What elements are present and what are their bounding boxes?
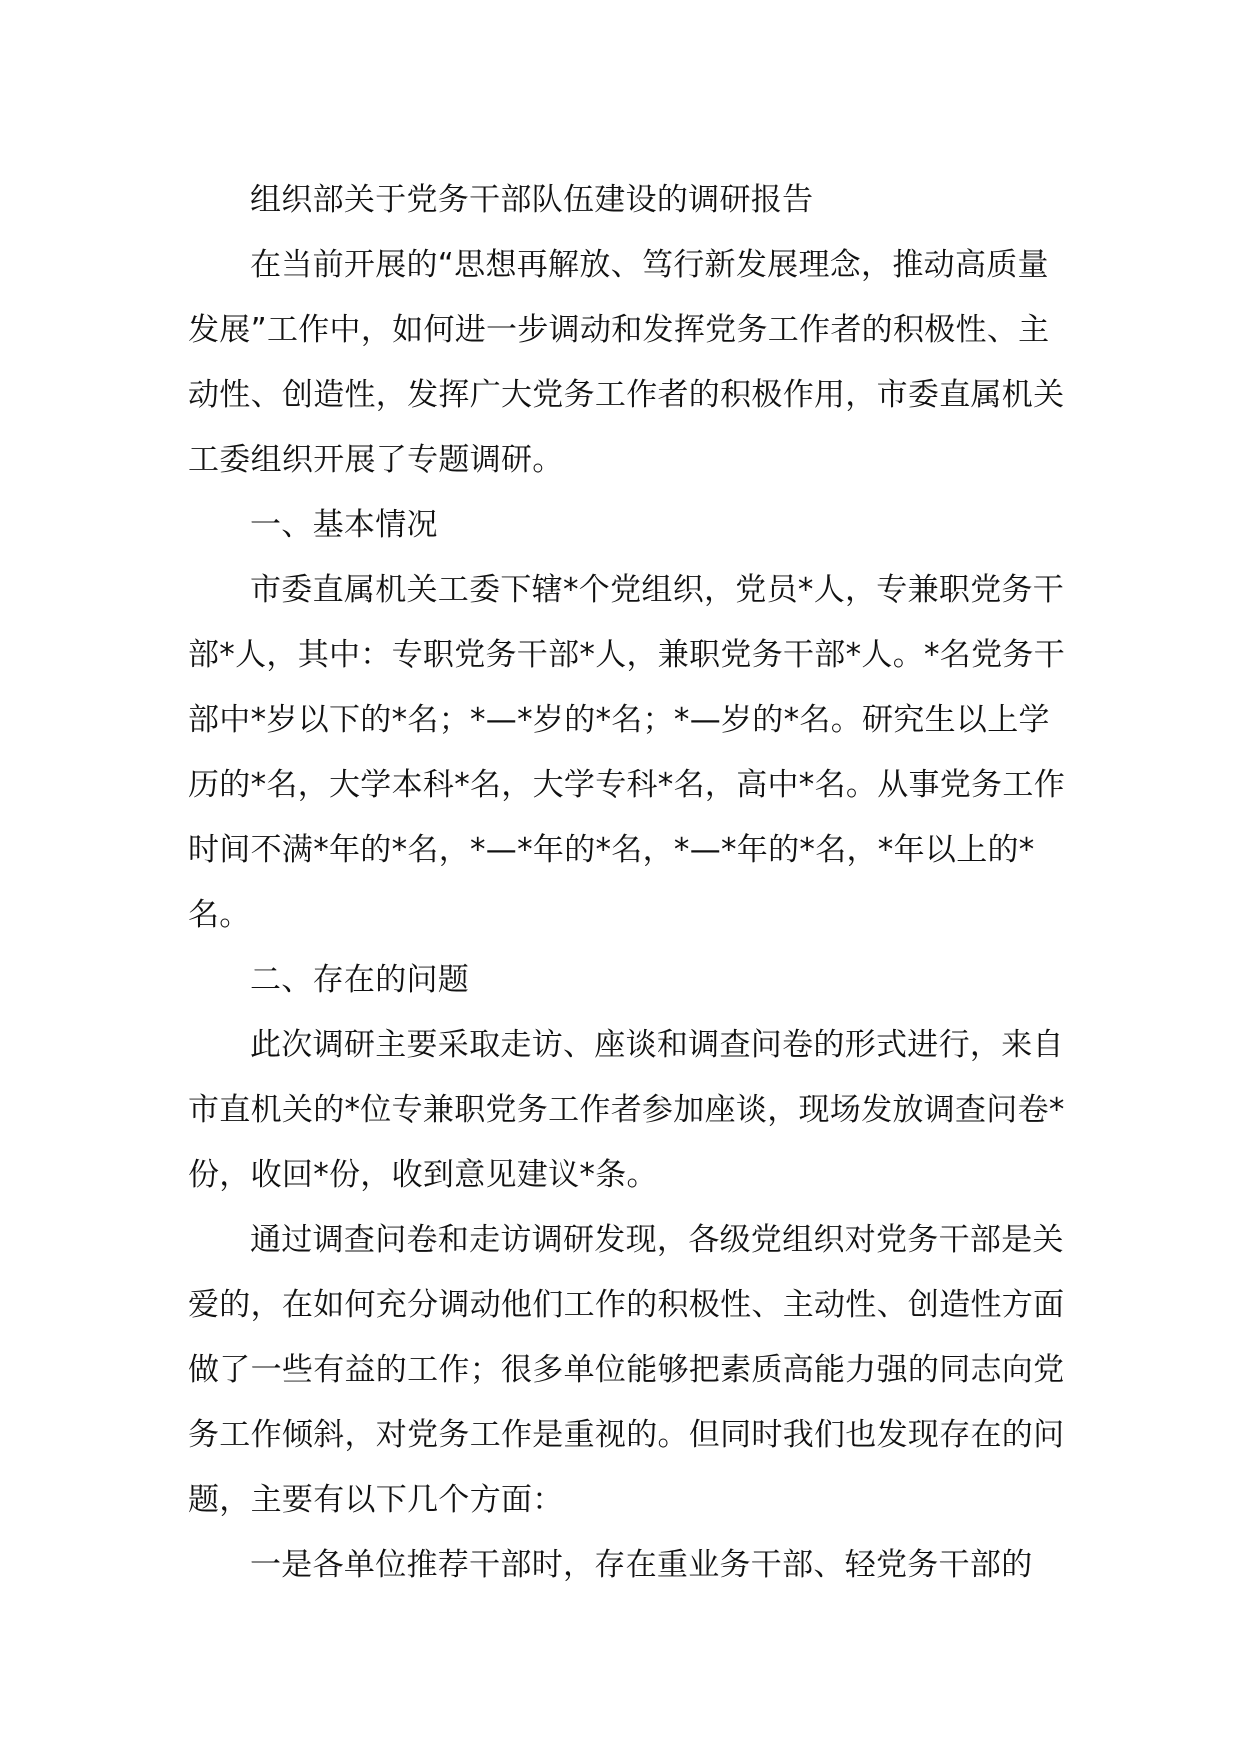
document-body xyxy=(188,168,1068,1598)
document-title: 组织部关于党务干部队伍建设的调研报告 xyxy=(250,182,814,218)
paragraph-survey-findings: 通过调查问卷和走访调研发现，各级党组织对党务干部是关爱的，在如何充分调动他们工作的积极性、主动性、创造性方面做了一些有益的工作；很多单位能够把素质高能力强的同志向党务工作倾斜，对党务工作是重视的。但同时我们也发现存在的问题，主要有以下几个方面： xyxy=(188,1222,1065,1518)
paragraph-intro: 在当前开展的“思想再解放、笃行新发展理念，推动高质量发展”工作中，如何进一步调动和发挥党务工作者的积极性、主动性、创造性，发挥广大党务工作者的积极作用，市委直属机关工委组织开展了专题调研。 xyxy=(188,247,1065,478)
paragraph-survey-method: 此次调研主要采取走访、座谈和调查问卷的形式进行，来自市直机关的*位专兼职党务工作者参加座谈，现场发放调查问卷*份，收回*份，收到意见建议*条。 xyxy=(188,1027,1065,1193)
paragraph-problem-one: 一是各单位推荐干部时，存在重业务干部、轻党务干部的 xyxy=(250,1547,1033,1583)
section-heading-basic-situation: 一、基本情况 xyxy=(250,507,438,543)
paragraph-basic-situation: 市委直属机关工委下辖*个党组织，党员*人，专兼职党务干部*人，其中：专职党务干部*人，兼职党务干部*人。*名党务干部中*岁以下的*名；*—*岁的*名；*—岁的*名。研究生以上学历的*名，大学本科*名，大学专科*名，高中*名。从事党务工作时间不满*年的*名，*—*年的*名，*—*年的*名，*年以上的*名。 xyxy=(188,572,1065,933)
section-heading-problems: 二、存在的问题 xyxy=(250,962,470,998)
